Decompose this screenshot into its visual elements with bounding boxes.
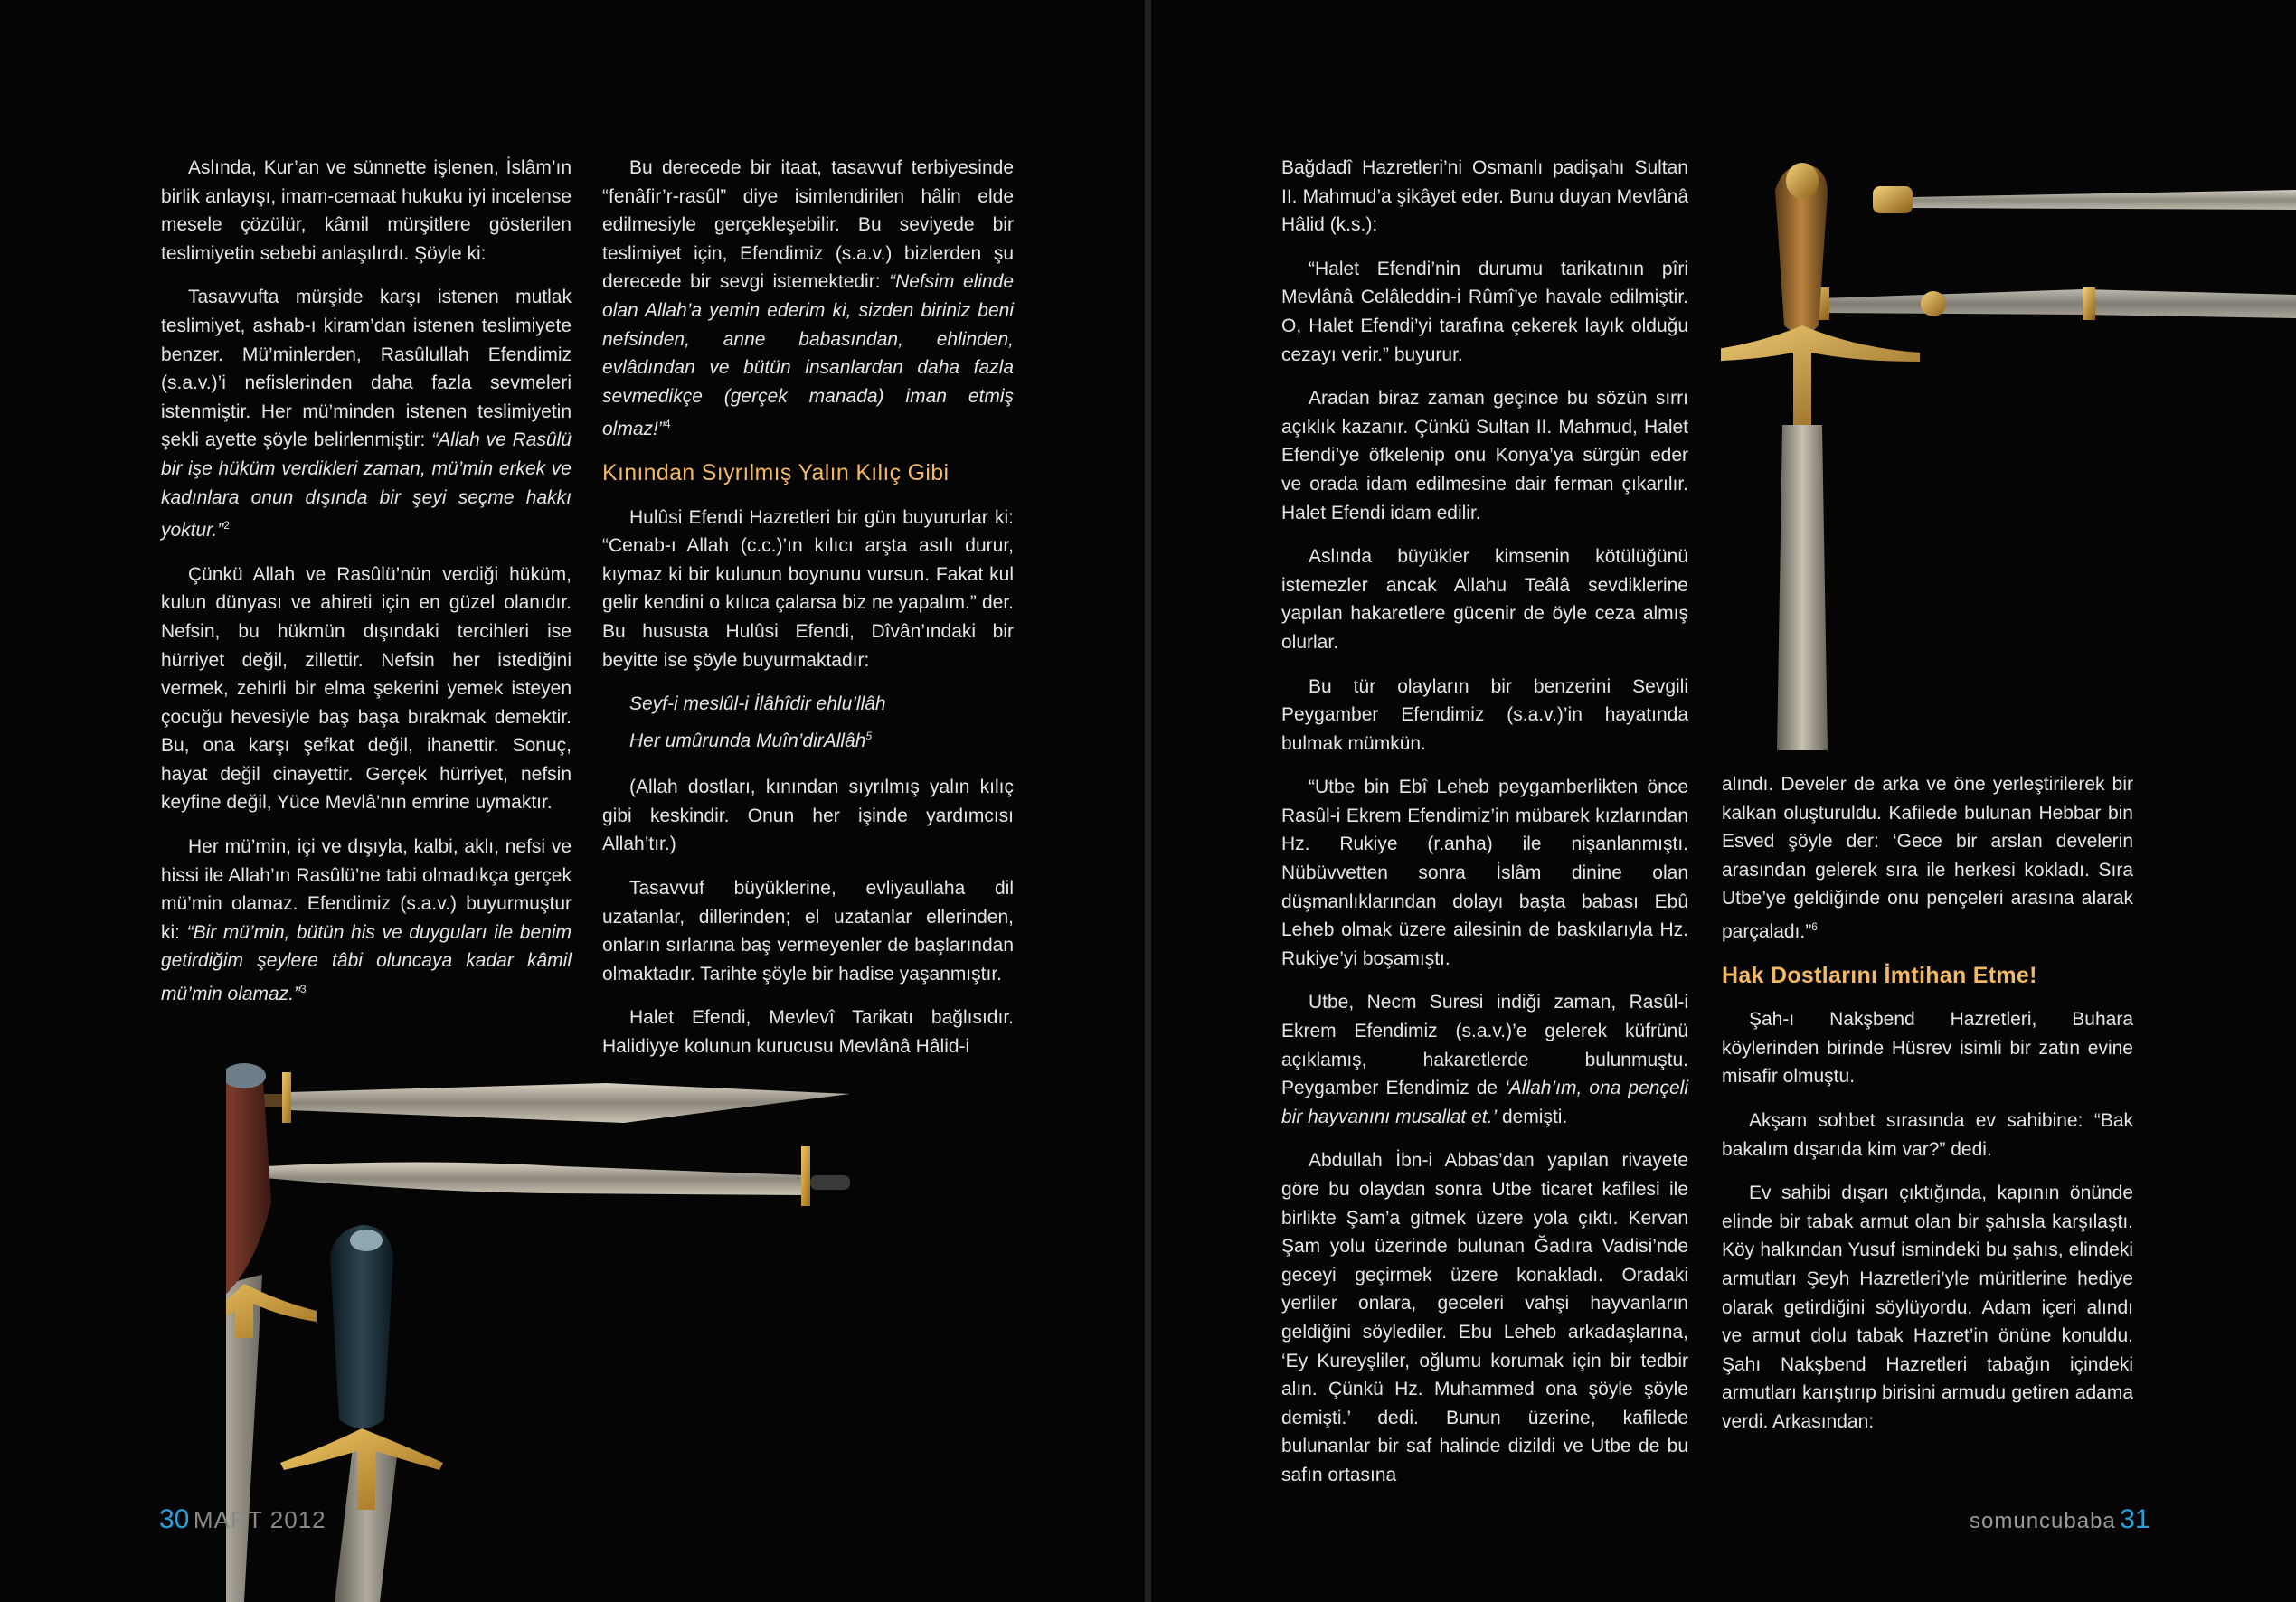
- footnote-marker: 6: [1811, 919, 1818, 933]
- magazine-name: somuncubaba: [1970, 1509, 2116, 1533]
- page-number: 30: [159, 1504, 190, 1534]
- left-page: [0, 0, 1145, 1602]
- paragraph: Aslında, Kur’an ve sünnette işlenen, İslâm’ın birlik anlayışı, imam-cemaat hukuku iyi incelense mesele çözülür, kâmil mürşitlere gösterilen teslimiyetin sebebi anlaşılırdı. Şöyle ki:: [161, 157, 572, 264]
- left-page-column-1: [161, 154, 572, 1024]
- swords-photo-right: [1721, 154, 2296, 750]
- quote-text: “Allah ve Rasûlü bir işe hüküm verdikleri zaman, mü’min erkek ve kadınlara onun dışında bir şeyi seçme hakkı yoktur.”: [161, 429, 572, 542]
- page-gutter: [1145, 0, 1151, 1602]
- verse-text: Her umûrunda Muîn’dirAllâh: [629, 730, 866, 751]
- quote-text: “Bir mü’min, bütün his ve duyguları ile benim getirdiğim şeylere tâbi oluncaya kadar kâmil mü’min olamaz.”: [161, 921, 572, 1005]
- sword-horizontal-2: [235, 1146, 850, 1206]
- paragraph: Abdullah İbn-i Abbas’dan yapılan rivayete göre bu olaydan sonra Utbe ticaret kafilesi ile birlikte Şam’a gitmek üzere yola çıktı. Kervan Şam yolu üzerinde bulunan Ğadıra Vadisi’nde geceyi geçirmek üzere konakladı. Oradaki yerliler onlara, geceleri vahşi hayvanların geldiğini söylediler. Ebu Leheb arkadaşlarına, ‘Ey Kureyşliler, oğlumu korumak için bir tedbir alın. Çünkü Hz. Muhammed ona şöyle şöyle demişti.’ dedi. Bunun üzerine, kafilede bulunanlar bir saf halinde dizildi ve Utbe de bu safın ortasına: [1281, 1150, 1688, 1485]
- paragraph-text: demişti.: [1497, 1106, 1568, 1127]
- paragraph: Tasavvuf büyüklerine, evliyaullaha dil uzatanlar, dillerinden; el uzatanlar ellerinden, onların sırlarına baş vermeyenler de başlarından olmaktadır. Tarihte şöyle bir hadise yaşanmıştır.: [602, 878, 1014, 985]
- page-number: 31: [2120, 1504, 2150, 1534]
- paragraph: Aradan biraz zaman geçince bu sözün sırrı açıklık kazanır. Çünkü Sultan II. Mahmud, Halet Efendi’ye öfkelenip onu Konya’ya sürgün eder ve orada idam edilmesine dair ferman çıkarılır. Halet Efendi idam edilir.: [1281, 388, 1688, 523]
- paragraph-text: Utbe, Necm Suresi indiği zaman, Rasûl-i Ekrem Efendimiz (s.a.v.)’e gelerek küfrünü açıklamış, hakaretlerde bulunmuştu. Peygamber Efendimiz de: [1281, 992, 1688, 1099]
- paragraph-text: Bu derecede bir itaat, tasavvuf terbiyesinde “fenâfir’r-rasûl” diye isimlendirilen hâlin elde edilmesiyle gerçekleşebilir. Bu seviyede bir teslimiyet için, Efendimiz (s.a.v.) bizlerden şu derecede bir sevgi istemektedir:: [602, 157, 1014, 293]
- paragraph: [1722, 770, 2133, 947]
- folio-right: [1970, 1504, 2150, 1535]
- paragraph: [161, 833, 572, 1009]
- sword-horizontal-1: [244, 1072, 850, 1123]
- footnote-marker: 2: [223, 519, 230, 532]
- right-page-column-2: [1722, 770, 2133, 1451]
- paragraph: Aslında büyükler kimsenin kötülüğünü istemezler ancak Allahu Teâlâ sevdiklerine yapılan hakaretlere gücenir de öyle ceza almış olurlar.: [1281, 546, 1688, 653]
- paragraph-text: Tasavvufta mürşide karşı istenen mutlak teslimiyet, ashab-ı kiram’dan istenen teslimiyete benzer. Mü’minlerden, Rasûlullah Efendimiz (s.a.v.)’i nefislerinden daha fazla sevmeleri istenmiştir. Her mü’minden istenen teslimiyetin şekli ayette şöyle belirlenmiştir:: [161, 287, 572, 451]
- paragraph: “Utbe bin Ebî Leheb peygamberlikten önce Rasûl-i Ekrem Efendimiz’in mübarek kızlarından Hz. Rukiye (r.anha) ile nişanlanmıştı. Nübüvvetten sonra İslâm dinine olan düşmanlıklarından dolayı başta babası Ebû Leheb olmak üzere ailesinin de baskılarıyla Hz. Rukiye’yi boşamıştı.: [1281, 777, 1688, 969]
- quote-text: “Nefsim elinde olan Allah’a yemin ederim ki, sizden biriniz beni nefsinden, anne babasından, ehlinden, evlâdından ve bütün insanlardan daha fazla sevmedikçe (gerçek manada) iman etmiş olmaz!”: [602, 271, 1015, 440]
- right-page-column-1: [1281, 154, 1688, 1505]
- paragraph: Bu tür olayların bir benzerini Sevgili Peygamber Efendimiz (s.a.v.)’in hayatında bulmak mümkün.: [1281, 675, 1688, 754]
- left-page-column-2: [602, 154, 1014, 1077]
- right-page: [1151, 0, 2296, 1602]
- footnote-marker: 5: [865, 729, 873, 742]
- sword-vertical: [1721, 163, 1920, 750]
- paragraph: Şah-ı Nakşbend Hazretleri, Buhara köylerinden birinde Hüsrev isimli bir zatın evine misafir olmuştu.: [1722, 1009, 2133, 1088]
- verse-line: [602, 722, 1014, 756]
- paragraph: Hulûsi Efendi Hazretleri bir gün buyururlar ki: “Cenab-ı Allah (c.c.)’ın kılıcı arşta asılı durur, kıymaz ki bir kulunun boynunu vursun. Fakat kul gelir kendini o kılıca çalarsa biz ne yapalım.” der. Bu hususta Hulûsi Efendi, Dîvân’ındaki bir beyitte ise şöyle buyurmaktadır:: [602, 506, 1014, 671]
- swords-photo-left: [226, 1040, 1022, 1602]
- footnote-marker: 4: [664, 418, 671, 431]
- sword-scabbard: [1802, 287, 2296, 320]
- footnote-marker: 3: [300, 983, 307, 996]
- folio-left: [159, 1504, 326, 1535]
- sword-horizontal-top: [1873, 186, 2296, 213]
- section-heading: Kınından Sıyrılmış Yalın Kılıç Gibi: [602, 459, 950, 485]
- paragraph: [1281, 988, 1688, 1131]
- paragraph: Çünkü Allah ve Rasûlü’nün verdiği hüküm, kulun dünyası ve ahireti için en güzel olanıdır. Nefsin, bu hükmün dışındaki tercihleri ise hürriyet değil, zillettir. Nefsin her istediğini vermek, zehirli bir elma şekerini yemek isteyen çocuğu hevesiyle baş başa bırakmak demektir. Bu, ona karşı şefkat değil, ihanettir. Sonuç, hayat değil cinayettir. Gerçek hürriyet, nefsin keyfine değil, Yüce Mevlâ’nın emrine uymaktır.: [161, 563, 572, 814]
- paragraph: [602, 154, 1014, 444]
- paragraph: [161, 283, 572, 544]
- paragraph: Ev sahibi dışarı çıktığında, kapının önünde elinde bir tabak armut olan bir şahısla karşılaştı. Köy halkından Yusuf ismindeki bu şahıs, elindeki armutları Şeyh Hazretleri’yle müritlerine hediye olarak getirdiğini söylüyordu. Adam içeri alındı ve armut dolu tabak Hazret’in önüne konuldu. Şahı Nakşbend Hazretleri tabağın içindeki armutları karıştırıp birisini armudu getiren adama verdi. Arkasından:: [1722, 1183, 2133, 1432]
- paragraph-text: alındı. Develer de arka ve öne yerleştirilerek bir kalkan oluşturuldu. Kafilede bulunan Hebbar bin Esved şöyle der: ‘Gece bir arslan develerin arasından gelerek sıra ile herkesi kokladı. Sıra Utbe’ye geldiğinde onu pençeleri arasına alarak parçaladı.”: [1722, 774, 2133, 942]
- verse-line: Seyf-i meslûl-i İlâhîdir ehlu’llâh: [629, 693, 886, 715]
- issue-date: MART 2012: [193, 1506, 326, 1533]
- paragraph: (Allah dostları, kınından sıyrılmış yalın kılıç gibi keskindir. Onun her işinde yardımcısı Allah’tır.): [602, 777, 1014, 855]
- quote-text: ‘Allah’ım, ona pençeli bir hayvanını musallat et.’: [1281, 1078, 1688, 1127]
- paragraph-text: Her mü’min, içi ve dışıyla, kalbi, aklı, nefsi ve hissi ile Allah’ın Rasûlü’ne tabi olmadıkça gerçek mü’min olamaz. Efendimiz (s.a.v.) buyurmuştur ki:: [161, 836, 572, 943]
- paragraph: Halet Efendi, Mevlevî Tarikatı bağlısıdır. Halidiyye kolunun kurucusu Mevlânâ Hâlid-i: [602, 1007, 1014, 1058]
- section-heading: Hak Dostlarını İmtihan Etme!: [1722, 962, 2037, 988]
- paragraph: Akşam sohbet sırasında ev sahibine: “Bak bakalım dışarıda kim var?” dedi.: [1722, 1109, 2133, 1160]
- paragraph: “Halet Efendi’nin durumu tarikatının pîri Mevlânâ Celâleddin-i Rûmî’ye havale edilmiştir. O, Halet Efendi’yi tarafına çekerek layık olduğu cezayı verir.” buyurur.: [1281, 258, 1688, 365]
- paragraph: Bağdadî Hazretleri’ni Osmanlı padişahı Sultan II. Mahmud’a şikâyet eder. Bunu duyan Mevlânâ Hâlid (k.s.):: [1281, 157, 1688, 236]
- sword-vertical-right: [280, 1225, 443, 1602]
